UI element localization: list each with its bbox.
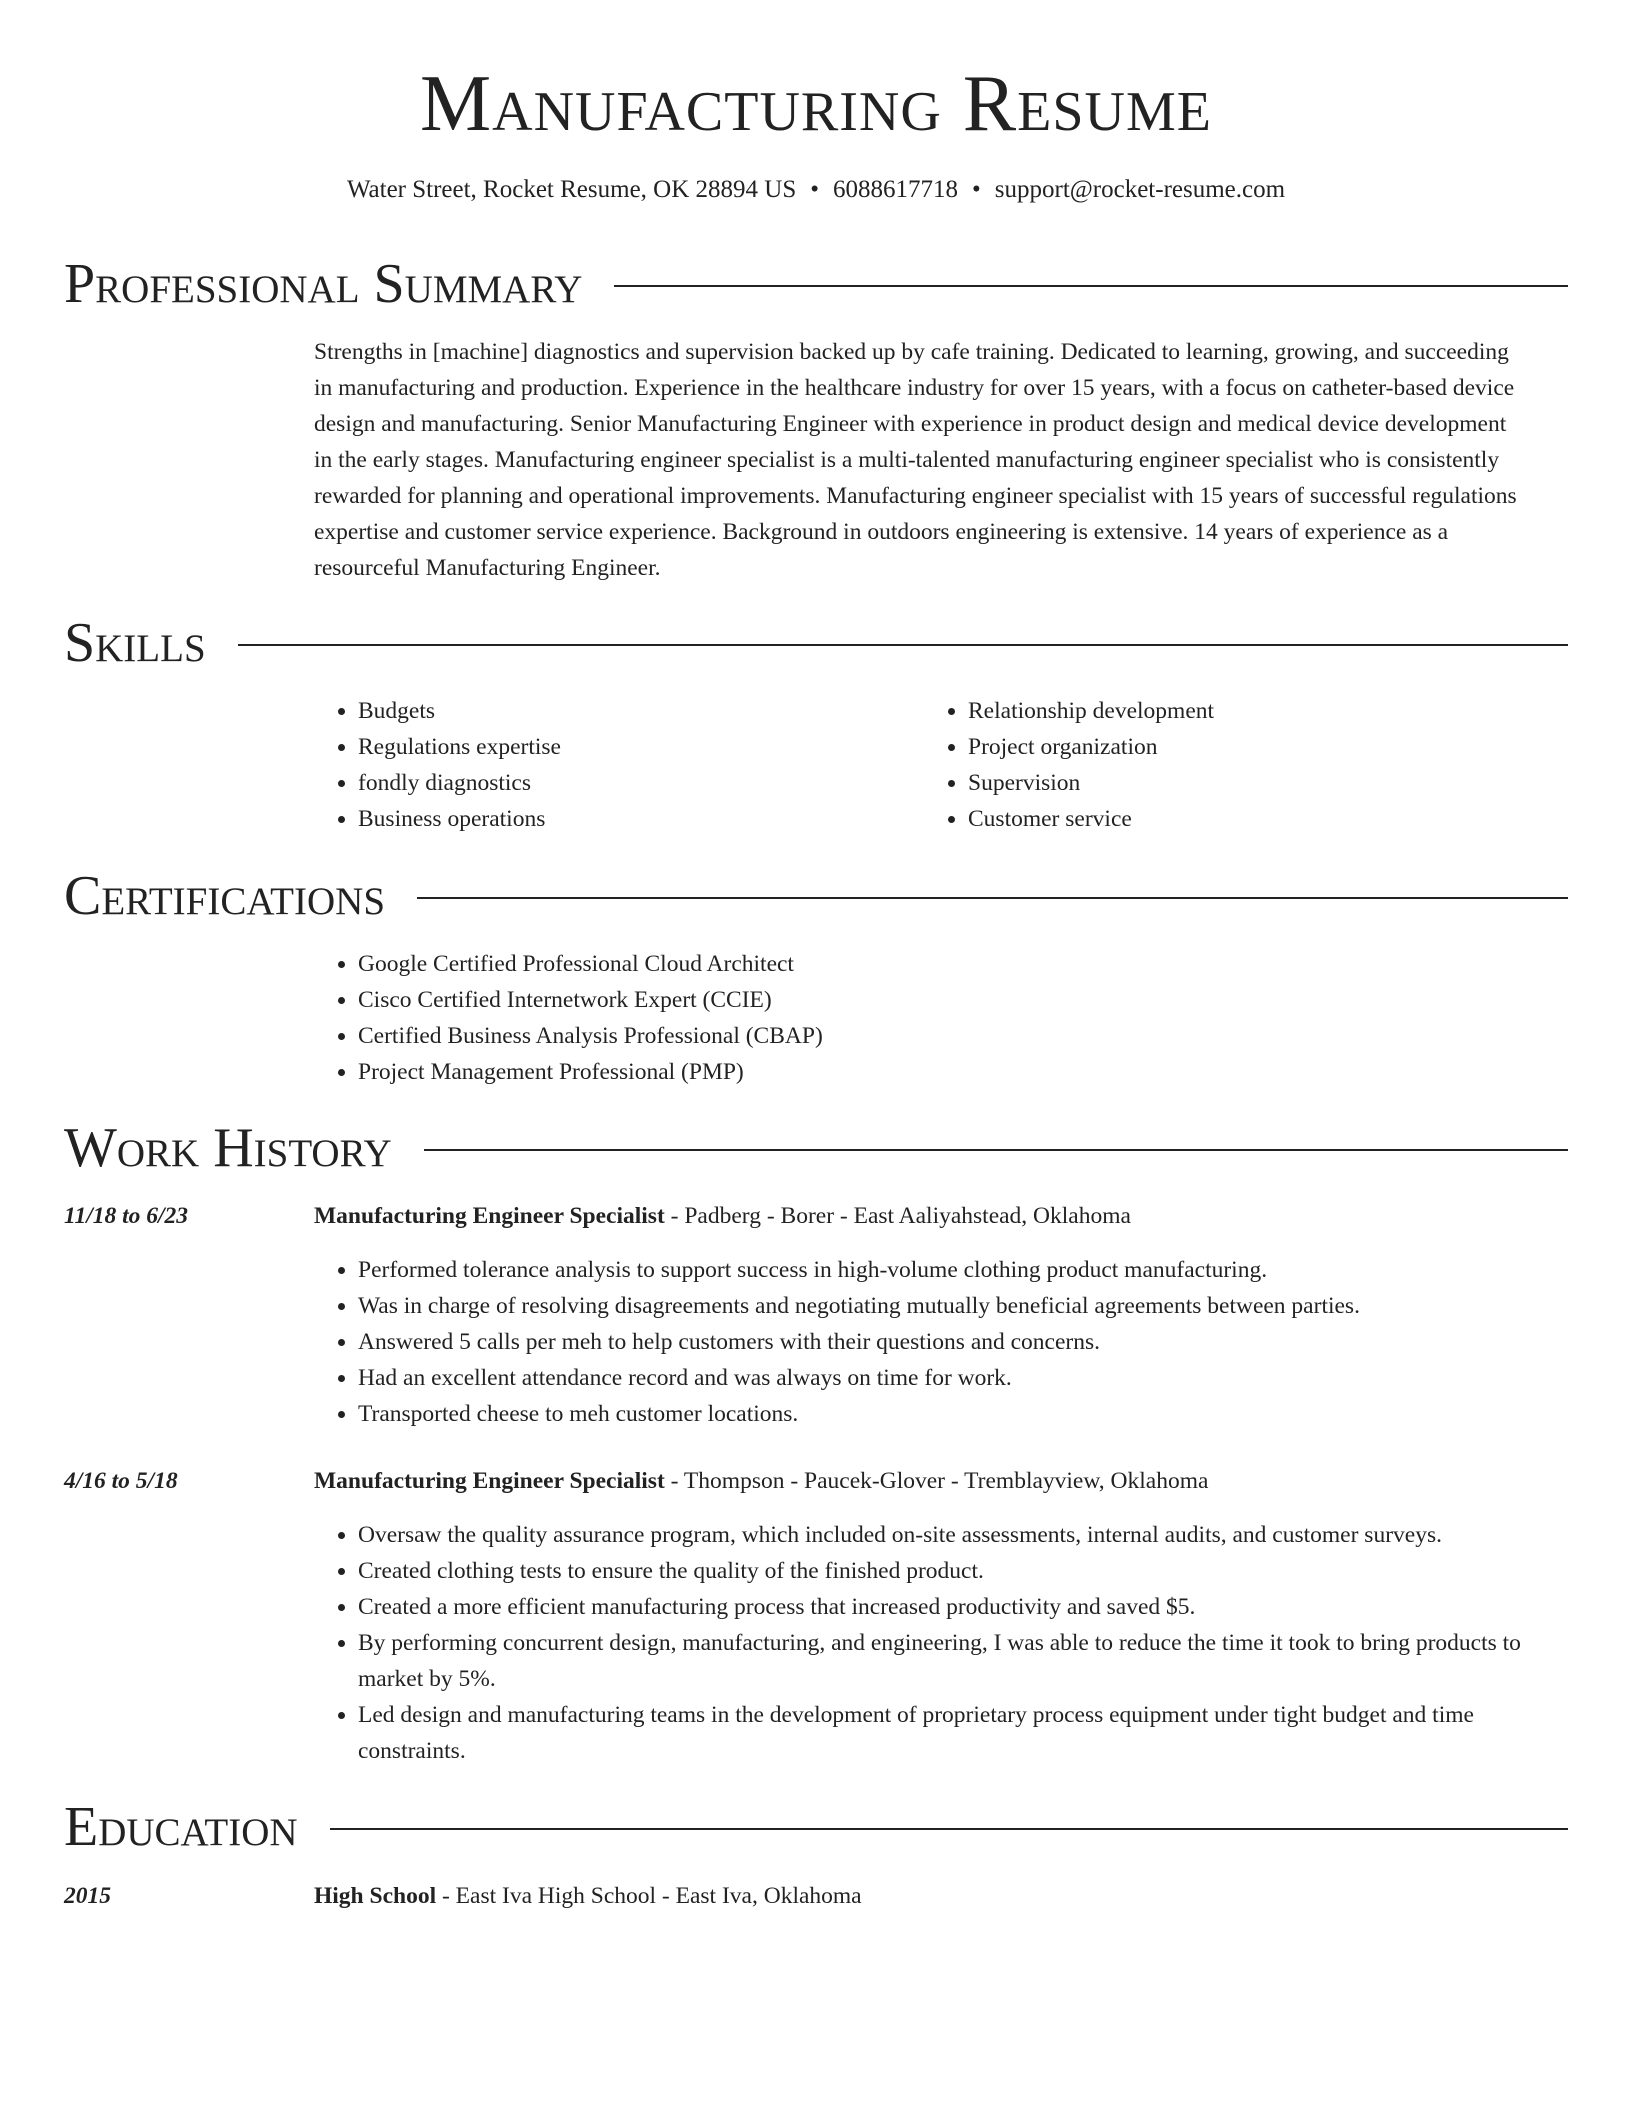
section-divider xyxy=(330,1828,1568,1830)
summary-section-header xyxy=(64,252,1568,316)
certification-item: • Certified Business Analysis Professional (CBAP) xyxy=(358,1018,1564,1054)
skill-item: • fondly diagnostics xyxy=(358,765,874,801)
section-divider xyxy=(238,644,1568,646)
job-bullet: • Answered 5 calls per meh to help customers with their questions and concerns. xyxy=(358,1324,1564,1360)
resume-name: Manufacturing Resume xyxy=(420,60,1212,148)
work-section-title: Work History xyxy=(64,1117,392,1179)
job-bullets xyxy=(314,1517,1564,1769)
education-degree: High School xyxy=(314,1883,437,1909)
job-bullet: • Had an excellent attendance record and was always on time for work. xyxy=(358,1360,1564,1396)
certification-item: • Project Management Professional (PMP) xyxy=(358,1054,1564,1090)
education-school-location: - East Iva High School - East Iva, Oklahoma xyxy=(436,1883,862,1909)
job-bullet: • Created clothing tests to ensure the quality of the finished product. xyxy=(358,1553,1564,1589)
skills-list-left xyxy=(314,693,874,837)
skill-item: • Regulations expertise xyxy=(358,729,874,765)
skill-item: • Project organization xyxy=(968,729,1484,765)
job-bullets xyxy=(314,1252,1564,1432)
education-section-header xyxy=(64,1795,1568,1859)
job-company-location: - Padberg - Borer - East Aaliyahstead, Oklahoma xyxy=(664,1203,1131,1229)
section-divider xyxy=(417,897,1568,899)
contact-separator: • xyxy=(810,176,819,203)
certifications-section-title: Certifications xyxy=(64,865,386,927)
certifications-list xyxy=(314,946,1564,1090)
skill-item: • Budgets xyxy=(358,693,874,729)
skills-section-title: Skills xyxy=(64,612,206,674)
certification-item: • Cisco Certified Internetwork Expert (CCIE) xyxy=(358,982,1564,1018)
contact-separator: • xyxy=(972,176,981,203)
summary-text: Strengths in [machine] diagnostics and supervision backed up by cafe training. Dedicated to learning, growing, and succeeding in manufacturing and production. Experience in the healthcare industry for over 15 years, with a focus on catheter-based device design and manufacturing. Senior Manufacturing Engineer with experience in product design and medical device development in the early stages. Manufacturing engineer specialist is a multi-talented manufacturing engineer specialist who is consistently rewarded for planning and operational improvements. Manufacturing engineer specialist with 15 years of successful regulations expertise and customer service experience. Background in outdoors engineering is extensive. 14 years of experience as a resourceful Manufacturing Engineer. xyxy=(314,339,1517,581)
certifications-block xyxy=(314,946,1564,1090)
certification-item: • Google Certified Professional Cloud Architect xyxy=(358,946,1564,982)
education-year: 2015 xyxy=(64,1883,111,1909)
education-line xyxy=(314,1878,1564,1914)
job-bullet: • Oversaw the quality assurance program, which included on-site assessments, internal audits, and customer surveys. xyxy=(358,1517,1564,1553)
job-title-line xyxy=(314,1463,1564,1499)
contact-email: support@rocket-resume.com xyxy=(994,176,1286,203)
job-bullet: • Was in charge of resolving disagreements and negotiating mutually beneficial agreements between parties. xyxy=(358,1288,1564,1324)
skill-item: • Customer service xyxy=(968,801,1484,837)
contact-phone: 6088617718 xyxy=(833,176,958,203)
skill-item: • Business operations xyxy=(358,801,874,837)
job-title-line xyxy=(314,1198,1564,1234)
section-divider xyxy=(614,285,1568,287)
skills-section-header xyxy=(64,611,1568,675)
job-dates: 4/16 to 5/18 xyxy=(64,1468,178,1494)
job-bullets-block xyxy=(314,1252,1564,1432)
education-section-title: Education xyxy=(64,1796,298,1858)
job-bullet: • Created a more efficient manufacturing process that increased productivity and saved $5. xyxy=(358,1589,1564,1625)
job-role: Manufacturing Engineer Specialist xyxy=(314,1203,665,1229)
skill-item: • Supervision xyxy=(968,765,1484,801)
job-bullet: • Transported cheese to meh customer locations. xyxy=(358,1396,1564,1432)
job-company-location: - Thompson - Paucek-Glover - Tremblayview, Oklahoma xyxy=(664,1468,1209,1494)
contact-line xyxy=(0,175,1632,205)
contact-address: Water Street, Rocket Resume, OK 28894 US xyxy=(346,176,797,203)
job-bullet: • Led design and manufacturing teams in the development of proprietary process equipment under tight budget and time constraints. xyxy=(358,1697,1564,1769)
skills-column-left xyxy=(314,693,874,837)
section-divider xyxy=(424,1149,1568,1151)
work-section-header xyxy=(64,1116,1568,1180)
skills-list-right xyxy=(924,693,1484,837)
certifications-section-header xyxy=(64,864,1568,928)
job-bullet: • Performed tolerance analysis to support success in high-volume clothing product manufacturing. xyxy=(358,1252,1564,1288)
job-bullets-block xyxy=(314,1517,1564,1769)
job-dates: 11/18 to 6/23 xyxy=(64,1203,189,1229)
summary-section-title: Professional Summary xyxy=(64,253,583,315)
skill-item: • Relationship development xyxy=(968,693,1484,729)
skills-column-right xyxy=(924,693,1484,837)
job-role: Manufacturing Engineer Specialist xyxy=(314,1468,665,1494)
job-bullet: • By performing concurrent design, manufacturing, and engineering, I was able to reduce the time it took to bring products to market by 5%. xyxy=(358,1625,1564,1697)
